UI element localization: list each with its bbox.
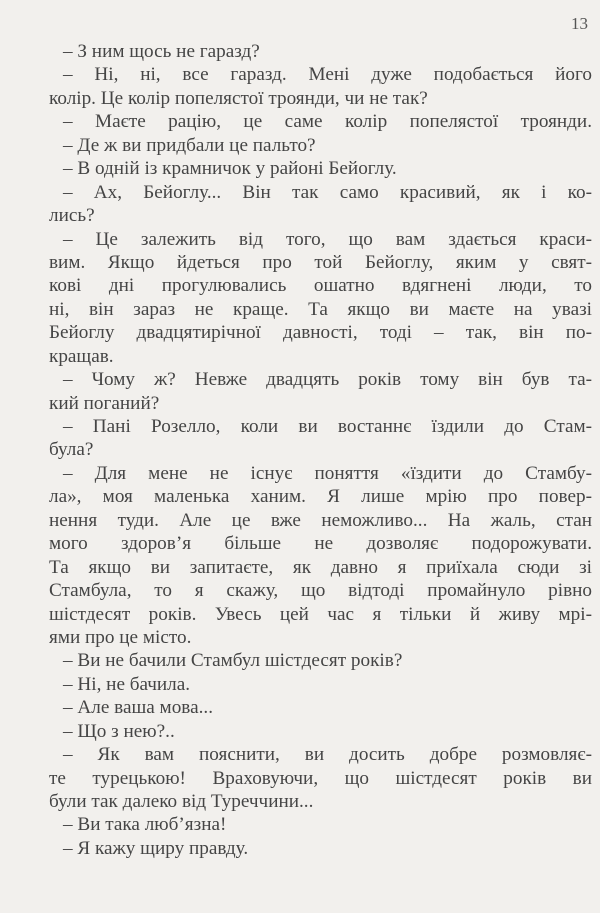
text-line: Та якщо ви запитаєте, як давно я приїхала сюди зі xyxy=(49,556,592,578)
text-line: Стамбула, то я скажу, що відтоді промайнуло рівно xyxy=(49,580,592,602)
text-line: – Чому ж? Невже двадцять років тому він був та- xyxy=(63,369,592,391)
text-line: шістдесят років. Увесь цей час я тільки й живу мрі- xyxy=(49,603,592,625)
book-text xyxy=(49,40,592,860)
text-line: – Ні, ні, все гаразд. Мені дуже подобається його xyxy=(63,64,592,86)
text-line: була? xyxy=(49,439,94,461)
page-number: 13 xyxy=(571,14,588,33)
text-line: Бейоглу двадцятирічної давності, тоді – так, він по- xyxy=(49,322,592,344)
text-line: – В одній із крамничок у районі Бейоглу. xyxy=(63,158,397,180)
text-line: ла», моя маленька ханим. Я лише мрію про повер- xyxy=(49,486,592,508)
text-line: були так далеко від Туреччини... xyxy=(49,791,314,812)
text-line: – Але ваша мова... xyxy=(63,697,213,719)
text-line: – Маєте рацію, це саме колір попелястої троянди. xyxy=(63,111,592,133)
text-line: – З ним щось не гаразд? xyxy=(63,41,260,62)
text-line: ні, він зараз не краще. Та якщо ви маєте на увазі xyxy=(49,298,592,320)
text-line: – Де ж ви придбали це пальто? xyxy=(63,134,316,156)
text-line: вим. Якщо йдеться про той Бейоглу, яким у свят- xyxy=(49,251,592,273)
text-line: – Ні, не бачила. xyxy=(63,673,191,695)
text-line: – Я кажу щиру правду. xyxy=(63,837,249,859)
text-line: ями про це місто. xyxy=(49,626,192,648)
text-line: те турецькою! Враховуючи, що шістдесят років ви xyxy=(49,767,592,789)
text-line: мого здоров’я більше не дозволяє подорожувати. xyxy=(49,533,592,555)
text-line: – Ви не бачили Стамбул шістдесят років? xyxy=(63,650,403,672)
text-line: кові дні прогулювались ошатно вдягнені люди, то xyxy=(49,275,592,297)
text-line: – Що з нею?.. xyxy=(63,720,175,742)
text-line: – Пані Розелло, коли ви востаннє їздили до Стам- xyxy=(63,416,592,437)
text-line: колір. Це колір попелястої троянди, чи не так? xyxy=(49,87,428,109)
text-line: нення туди. Але це вже неможливо... На жаль, стан xyxy=(49,509,592,531)
text-line: – Ви така люб’язна! xyxy=(63,814,227,836)
text-line: кий поганий? xyxy=(49,392,160,414)
text-line: – Це залежить від того, що вам здається краси- xyxy=(63,228,592,250)
text-line: кращав. xyxy=(49,345,114,367)
text-line: – Ах, Бейоглу... Він так само красивий, як і ко- xyxy=(63,181,592,203)
text-line: лись? xyxy=(49,205,95,227)
text-line: – Як вам пояснити, ви досить добре розмовляє- xyxy=(63,744,592,766)
text-line: – Для мене не існує поняття «їздити до Стамбу- xyxy=(63,462,592,484)
